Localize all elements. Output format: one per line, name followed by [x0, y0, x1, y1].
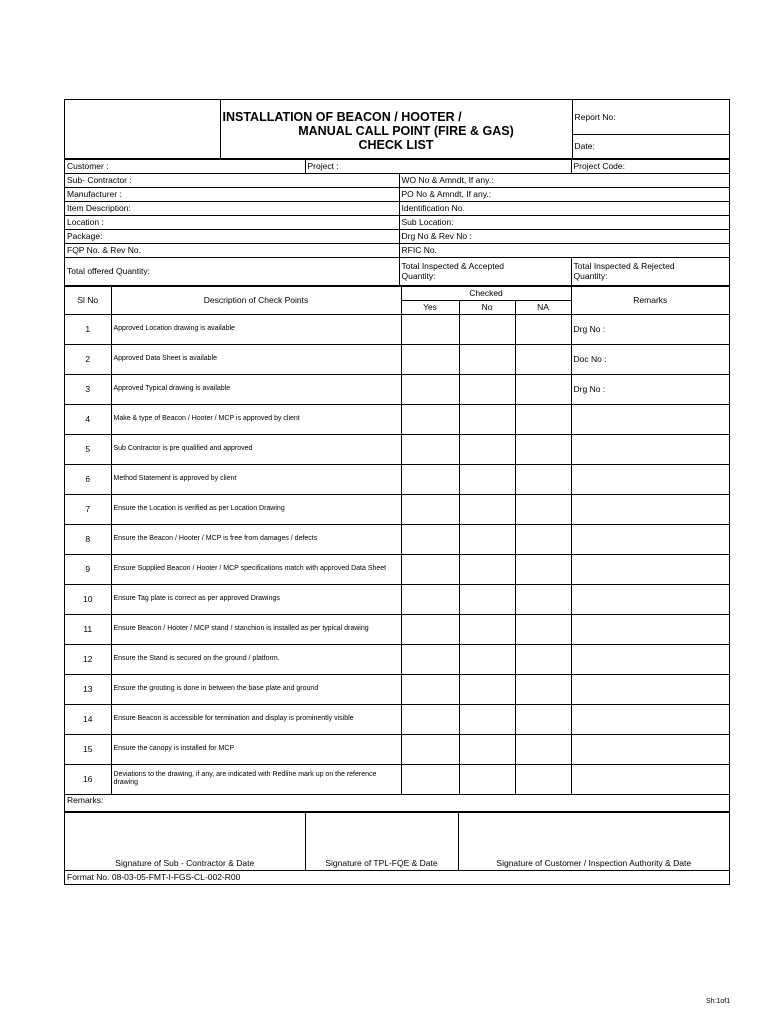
row-number: 5: [65, 434, 111, 464]
table-row: [65, 404, 729, 434]
description-header: Description of Check Points: [111, 286, 401, 314]
row-description: Ensure Tag plate is correct as per approved Drawings: [111, 584, 401, 614]
table-row: [65, 644, 729, 674]
no-cell[interactable]: [459, 494, 515, 524]
item-description-field[interactable]: Item Description:: [65, 201, 399, 215]
yes-cell[interactable]: [401, 434, 459, 464]
fqp-no-field[interactable]: FQP No. & Rev No.: [65, 243, 399, 257]
table-row: [65, 734, 729, 764]
signatures-table: [65, 812, 729, 885]
table-row: [65, 494, 729, 524]
row-description: Ensure the Stand is secured on the ground / platform.: [111, 644, 401, 674]
na-cell[interactable]: [515, 674, 571, 704]
table-row: [65, 614, 729, 644]
tpl-signature[interactable]: Signature of TPL-FQE & Date: [305, 812, 458, 870]
checkpoints-table: [65, 286, 729, 812]
row-remarks[interactable]: [571, 404, 729, 434]
yes-cell[interactable]: [401, 674, 459, 704]
row-description: Ensure Beacon is accessible for termination and display is prominently visible: [111, 704, 401, 734]
table-row: [65, 764, 729, 794]
table-row: [65, 464, 729, 494]
no-cell[interactable]: [459, 704, 515, 734]
no-cell[interactable]: [459, 524, 515, 554]
title-line-2: MANUAL CALL POINT (FIRE & GAS): [298, 123, 514, 138]
sub-location-field[interactable]: Sub Location:: [399, 215, 729, 229]
na-cell[interactable]: [515, 764, 571, 794]
location-field[interactable]: Location :: [65, 215, 399, 229]
rfic-no-field[interactable]: RFIC No.: [399, 243, 729, 257]
no-cell[interactable]: [459, 464, 515, 494]
header-table: [65, 100, 729, 159]
po-no-field[interactable]: PO No & Amndt, If any.:: [399, 187, 729, 201]
yes-cell[interactable]: [401, 314, 459, 344]
logo-area: [65, 100, 220, 158]
table-row: [65, 314, 729, 344]
row-description: Ensure Supplied Beacon / Hooter / MCP specifications match with approved Data Sheet: [111, 554, 401, 584]
yes-cell[interactable]: [401, 764, 459, 794]
checked-header: Checked: [401, 286, 571, 300]
no-cell[interactable]: [459, 734, 515, 764]
identification-no-field[interactable]: Identification No.: [399, 201, 729, 215]
na-cell[interactable]: [515, 644, 571, 674]
na-header: NA: [515, 300, 571, 314]
row-number: 9: [65, 554, 111, 584]
table-row: [65, 344, 729, 374]
table-row: [65, 524, 729, 554]
project-field[interactable]: Project :: [305, 159, 571, 173]
row-number: 16: [65, 764, 111, 794]
row-remarks[interactable]: [571, 734, 729, 764]
row-remarks[interactable]: [571, 434, 729, 464]
na-cell[interactable]: [515, 554, 571, 584]
wo-no-field[interactable]: WO No & Amndt, If any.:: [399, 173, 729, 187]
na-cell[interactable]: [515, 584, 571, 614]
no-cell[interactable]: [459, 644, 515, 674]
no-cell[interactable]: [459, 434, 515, 464]
row-remarks[interactable]: Doc No :: [571, 344, 729, 374]
customer-field[interactable]: Customer :: [65, 159, 305, 173]
row-remarks[interactable]: [571, 524, 729, 554]
no-cell[interactable]: [459, 314, 515, 344]
row-remarks[interactable]: [571, 704, 729, 734]
customer-signature[interactable]: Signature of Customer / Inspection Authority & Date: [458, 812, 729, 870]
sl-no-header: Sl No: [65, 286, 111, 314]
row-number: 4: [65, 404, 111, 434]
no-header: No: [459, 300, 515, 314]
yes-cell[interactable]: [401, 464, 459, 494]
na-cell[interactable]: [515, 614, 571, 644]
title-line-3: CHECK LIST: [358, 137, 434, 152]
total-rejected-field[interactable]: [571, 257, 729, 285]
row-description: Ensure the grouting is done in between the base plate and ground: [111, 674, 401, 704]
row-number: 12: [65, 644, 111, 674]
row-description: Make & type of Beacon / Hooter / MCP is approved by client: [111, 404, 401, 434]
yes-cell[interactable]: [401, 554, 459, 584]
row-description: Ensure the Beacon / Hooter / MCP is free from damages / defects: [111, 524, 401, 554]
row-description: Method Statement is approved by client: [111, 464, 401, 494]
row-description: Ensure the canopy is installed for MCP: [111, 734, 401, 764]
remarks-header: Remarks: [571, 286, 729, 314]
yes-cell[interactable]: [401, 404, 459, 434]
sheet-number: Sh:1of1: [706, 998, 731, 1005]
na-cell[interactable]: [515, 434, 571, 464]
table-row: [65, 374, 729, 404]
row-remarks[interactable]: Drg No :: [571, 314, 729, 344]
row-description: Deviations to the drawing, if any, are indicated with Redline mark up on the reference drawing: [111, 764, 401, 794]
no-cell[interactable]: [459, 374, 515, 404]
package-field[interactable]: Package:: [65, 229, 399, 243]
na-cell[interactable]: [515, 464, 571, 494]
yes-cell[interactable]: [401, 734, 459, 764]
row-number: 6: [65, 464, 111, 494]
row-number: 15: [65, 734, 111, 764]
row-description: Approved Data Sheet is available: [111, 344, 401, 374]
table-row: [65, 584, 729, 614]
row-number: 3: [65, 374, 111, 404]
no-cell[interactable]: [459, 614, 515, 644]
remarks-field[interactable]: Remarks:: [65, 794, 729, 811]
row-remarks[interactable]: [571, 494, 729, 524]
total-offered-field[interactable]: Total offered Quantity:: [65, 257, 399, 285]
row-description: Approved Typical drawing is available: [111, 374, 401, 404]
project-code-field[interactable]: Project Code:: [571, 159, 729, 173]
yes-cell[interactable]: [401, 614, 459, 644]
total-accepted-label: Total Inspected & Accepted Quantity:: [401, 261, 505, 281]
row-number: 7: [65, 494, 111, 524]
table-row: [65, 434, 729, 464]
total-rejected-label: Total Inspected & Rejected Quantity:: [573, 261, 675, 281]
row-remarks[interactable]: [571, 464, 729, 494]
na-cell[interactable]: [515, 524, 571, 554]
total-accepted-field[interactable]: [399, 257, 571, 285]
yes-cell[interactable]: [401, 494, 459, 524]
table-row: [65, 674, 729, 704]
yes-cell[interactable]: [401, 644, 459, 674]
form-title: [220, 100, 572, 158]
yes-cell[interactable]: [401, 344, 459, 374]
row-number: 11: [65, 614, 111, 644]
no-cell[interactable]: [459, 554, 515, 584]
na-cell[interactable]: [515, 344, 571, 374]
info-table: [65, 159, 729, 286]
no-cell[interactable]: [459, 344, 515, 374]
title-line-1: INSTALLATION OF BEACON / HOOTER /: [222, 109, 462, 124]
no-cell[interactable]: [459, 584, 515, 614]
no-cell[interactable]: [459, 764, 515, 794]
row-description: Ensure Beacon / Hooter / MCP stand / stanchion is installed as per typical drawing: [111, 614, 401, 644]
row-number: 10: [65, 584, 111, 614]
date-field[interactable]: Date:: [572, 134, 729, 158]
row-number: 13: [65, 674, 111, 704]
yes-cell[interactable]: [401, 704, 459, 734]
row-remarks[interactable]: [571, 764, 729, 794]
manufacturer-field[interactable]: Manufacturer :: [65, 187, 399, 201]
row-remarks[interactable]: [571, 674, 729, 704]
row-remarks[interactable]: [571, 554, 729, 584]
row-description: Approved Location drawing is available: [111, 314, 401, 344]
row-description: Sub Contractor is pre qualified and approved: [111, 434, 401, 464]
na-cell[interactable]: [515, 494, 571, 524]
row-number: 1: [65, 314, 111, 344]
na-cell[interactable]: [515, 734, 571, 764]
na-cell[interactable]: [515, 704, 571, 734]
checkpoint-rows: [65, 314, 729, 794]
report-no-field[interactable]: Report No:: [572, 100, 729, 134]
no-cell[interactable]: [459, 404, 515, 434]
yes-cell[interactable]: [401, 524, 459, 554]
format-number: Format No. 08-03-05-FMT-I-FGS-CL-002-R00: [65, 870, 729, 884]
na-cell[interactable]: [515, 374, 571, 404]
yes-cell[interactable]: [401, 584, 459, 614]
sub-contractor-signature[interactable]: Signature of Sub - Contractor & Date: [65, 812, 305, 870]
table-row: [65, 554, 729, 584]
row-remarks[interactable]: [571, 584, 729, 614]
row-remarks[interactable]: [571, 614, 729, 644]
row-remarks[interactable]: Drg No :: [571, 374, 729, 404]
row-remarks[interactable]: [571, 644, 729, 674]
row-number: 2: [65, 344, 111, 374]
drg-no-field[interactable]: Drg No & Rev No :: [399, 229, 729, 243]
table-row: [65, 704, 729, 734]
yes-cell[interactable]: [401, 374, 459, 404]
na-cell[interactable]: [515, 404, 571, 434]
checklist-form: [64, 99, 730, 885]
sub-contractor-field[interactable]: Sub- Contractor :: [65, 173, 399, 187]
yes-header: Yes: [401, 300, 459, 314]
na-cell[interactable]: [515, 314, 571, 344]
row-description: Ensure the Location is verified as per Location Drawing: [111, 494, 401, 524]
no-cell[interactable]: [459, 674, 515, 704]
row-number: 14: [65, 704, 111, 734]
row-number: 8: [65, 524, 111, 554]
